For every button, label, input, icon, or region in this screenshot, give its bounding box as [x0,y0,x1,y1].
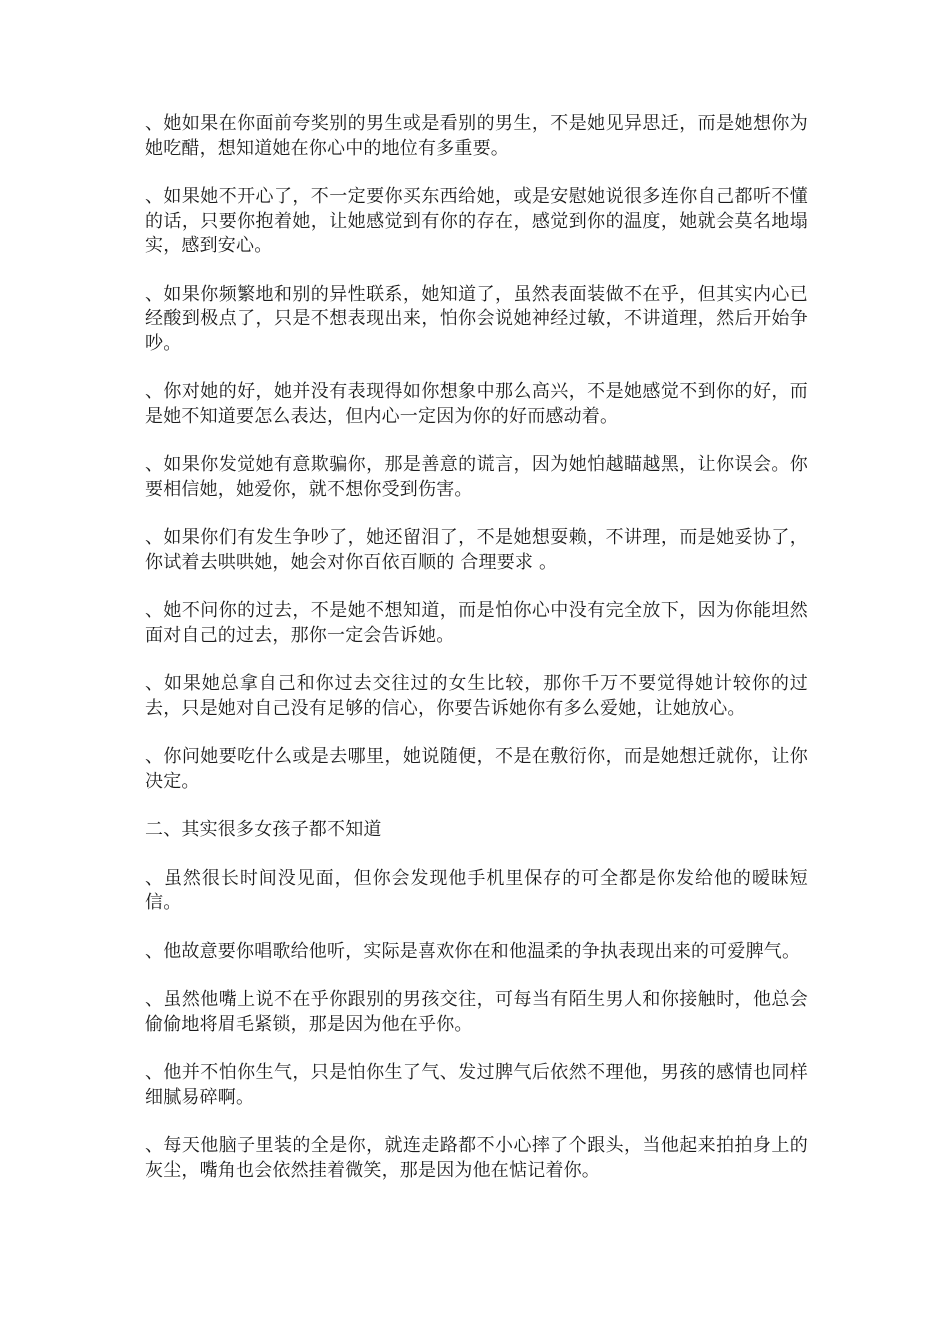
paragraph: 、每天他脑子里装的全是你，就连走路都不小心摔了个跟头，当他起来拍拍身上的灰尘，嘴角也会依然挂着微笑，那是因为他在惦记着你。 [145,1135,808,1181]
paragraph: 、虽然他嘴上说不在乎你跟别的男孩交往，可每当有陌生男人和你接触时，他总会偷偷地将眉毛紧锁，那是因为他在乎你。 [145,989,808,1035]
document-page [145,112,808,1207]
paragraph: 、你问她要吃什么或是去哪里，她说随便，不是在敷衍你，而是她想迁就你，让你决定。 [145,746,808,792]
paragraph: 、她不问你的过去，不是她不想知道，而是怕你心中没有完全放下，因为你能坦然面对自己的过去，那你一定会告诉她。 [145,600,808,646]
paragraph: 、如果你发觉她有意欺骗你，那是善意的谎言，因为她怕越瞄越黑，让你误会。你要相信她，她爱你，就不想你受到伤害。 [145,454,808,500]
paragraph: 、如果她不开心了，不一定要你买东西给她，或是安慰她说很多连你自己都听不懂的话，只要你抱着她，让她感觉到有你的存在，感觉到你的温度，她就会莫名地塌实，感到安心。 [145,186,808,256]
paragraph: 、他故意要你唱歌给他听，实际是喜欢你在和他温柔的争执表现出来的可爱脾气。 [145,940,801,962]
paragraph: 、如果你频繁地和别的异性联系，她知道了，虽然表面装做不在乎，但其实内心已经酸到极点了，只是不想表现出来，怕你会说她神经过敏，不讲道理，然后开始争吵。 [145,283,808,354]
paragraph: 、她如果在你面前夸奖别的男生或是看别的男生，不是她见异思迁，而是她想你为她吃醋，想知道她在你心中的地位有多重要。 [145,113,808,159]
section-heading: 二、其实很多女孩子都不知道 [145,819,382,840]
paragraph: 、他并不怕你生气，只是怕你生了气、发过脾气后依然不理他，男孩的感情也同样细腻易碎啊。 [145,1062,808,1108]
paragraph: 、如果她总拿自己和你过去交往过的女生比较，那你千万不要觉得她计较你的过去，只是她对自己没有足够的信心，你要告诉她你有多么爱她，让她放心。 [145,673,808,719]
paragraph: 、如果你们有发生争吵了，她还留泪了，不是她想耍赖，不讲理，而是她妥协了，你试着去哄哄她，她会对你百依百顺的 合理要求 。 [145,527,808,573]
paragraph: 、虽然很长时间没见面，但你会发现他手机里保存的可全都是你发给他的暧昧短信。 [145,867,808,913]
paragraph: 、你对她的好，她并没有表现得如你想象中那么高兴，不是她感觉不到你的好，而是她不知道要怎么表达，但内心一定因为你的好而感动着。 [145,381,808,427]
